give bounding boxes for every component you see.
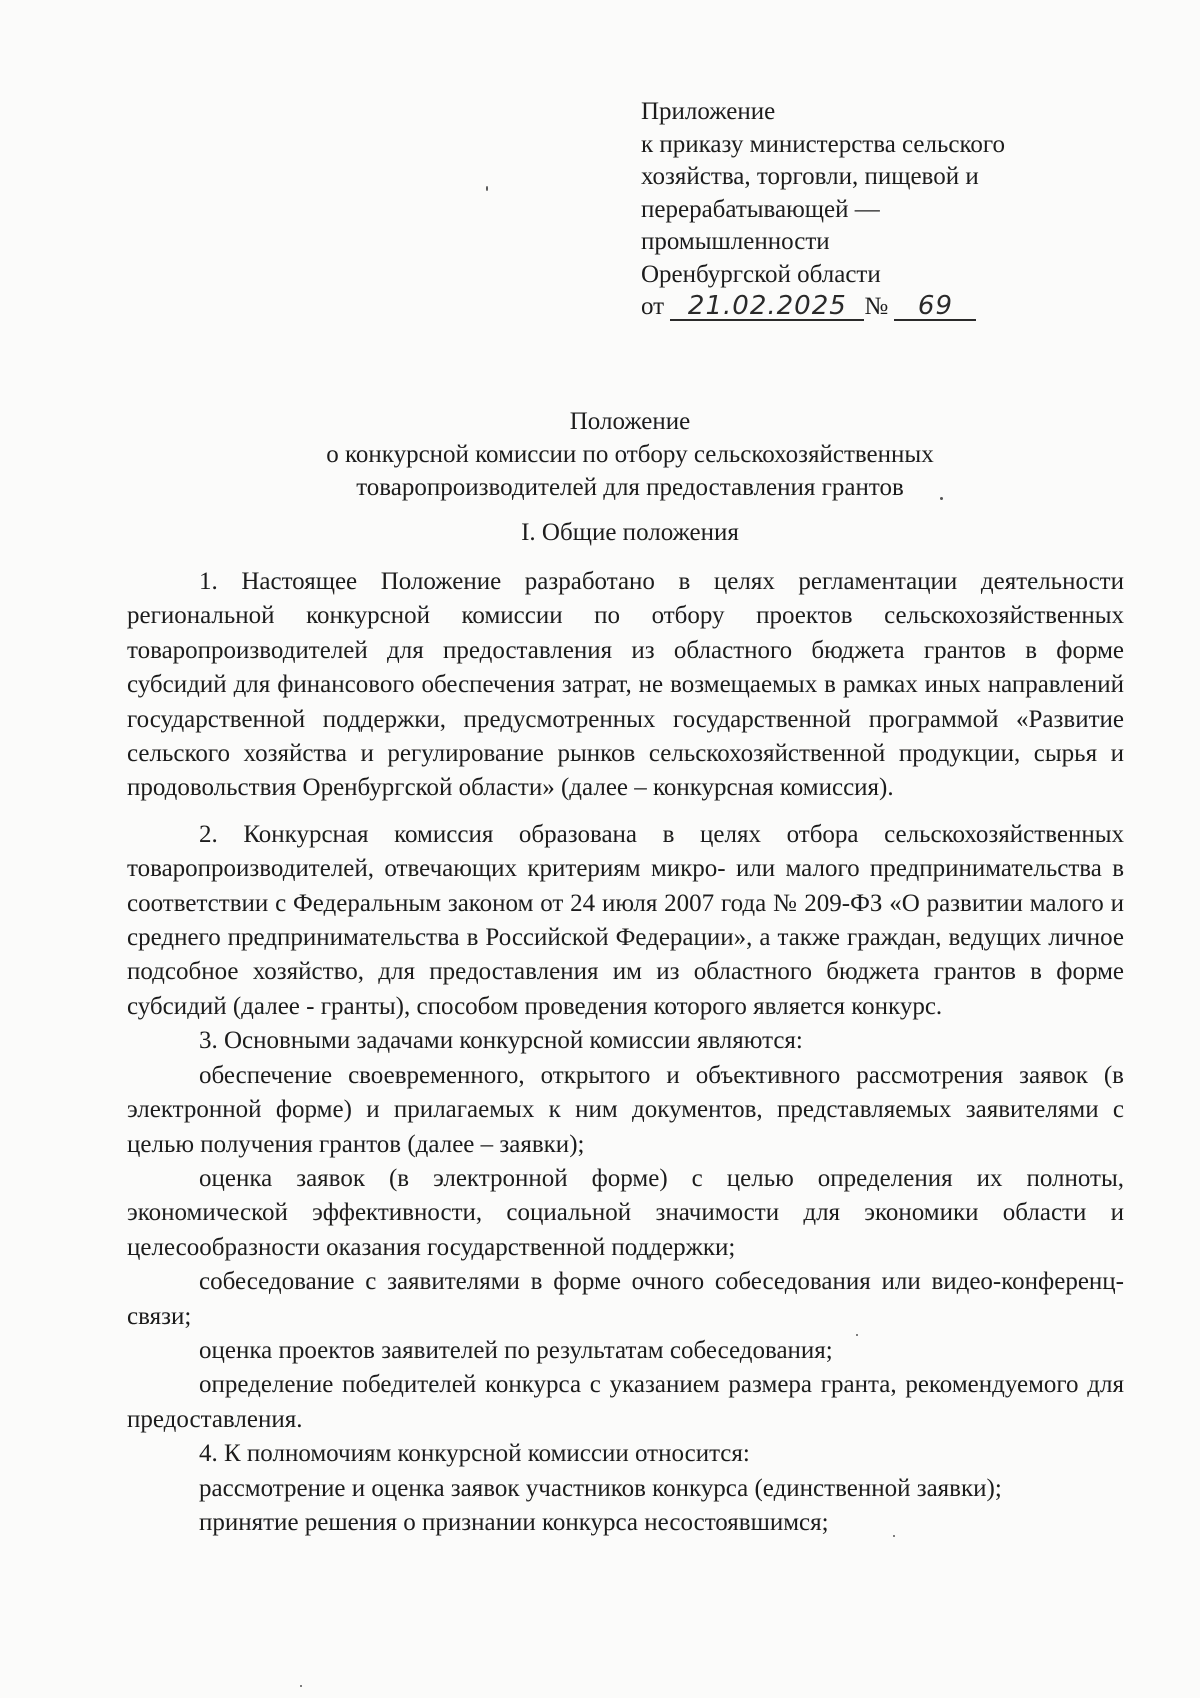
appendix-block xyxy=(641,96,1121,324)
appendix-line: к приказу министерства сельского xyxy=(641,130,1006,158)
title-line: Положение xyxy=(569,408,691,435)
appendix-line: перерабатывающей — xyxy=(641,195,880,223)
appendix-line: хозяйства, торговли, пищевой и xyxy=(641,163,979,190)
paragraph: оценка проектов заявителей по результатам собеседования; xyxy=(199,1336,833,1364)
title-line: о конкурсной комиссии по отбору сельскохозяйственных xyxy=(326,441,934,468)
appendix-line: Оренбургской области xyxy=(641,260,881,288)
handwritten-date: 21.02.2025 xyxy=(670,293,864,321)
paragraph: оценка заявок (в электронной форме) с целью определения их полноты, экономической эффективности, социальной значимости для экономики области и целесообразности оказания государственной поддержки; xyxy=(127,1164,1124,1261)
paragraph: 4. К полномочиям конкурсной комиссии относится: xyxy=(199,1440,750,1468)
appendix-line: промышленности xyxy=(641,228,830,255)
paragraph: обеспечение своевременного, открытого и объективного рассмотрения заявок (в электронной форме) и прилагаемых к ним документов, представляемых заявителями с целью получения грантов (далее – заявки); xyxy=(127,1061,1124,1158)
paragraph: определение победителей конкурса с указанием размера гранта, рекомендуемого для предоставления. xyxy=(127,1371,1124,1433)
scan-speck xyxy=(893,1535,895,1537)
document-body xyxy=(127,565,1124,1540)
scan-speck xyxy=(856,1334,858,1336)
scan-speck xyxy=(300,1685,302,1687)
scan-speck xyxy=(940,497,943,500)
title-line: товаропроизводителей для предоставления грантов xyxy=(356,474,904,501)
paragraph: принятие решения о признании конкурса несостоявшимся; xyxy=(199,1508,829,1536)
paragraph: собеседование с заявителями в форме очного собеседования или видео-конференц-связи; xyxy=(127,1268,1124,1330)
paragraph: 1. Настоящее Положение разработано в целях регламентации деятельности региональной конкурсной комиссии по отбору проектов сельскохозяйственных товаропроизводителей для предоставления из областного бюджета грантов в форме субсидий для финансового обеспечения затрат, не возмещаемых в рамках иных направлений государственной поддержки, предусмотренных государственной программой «Развитие сельского хозяйства и регулирование рынков сельскохозяйственной продукции, сырья и продовольствия Оренбургской области» (далее – конкурсная комиссия). xyxy=(127,568,1124,802)
section-heading: I. Общие положения xyxy=(521,519,739,546)
scan-speck xyxy=(486,186,488,191)
number-prefix: № xyxy=(864,293,889,320)
paragraph: 3. Основными задачами конкурсной комиссии являются: xyxy=(199,1027,803,1055)
appendix-date-line xyxy=(641,291,1121,324)
document-title xyxy=(200,405,1060,504)
paragraph: рассмотрение и оценка заявок участников конкурса (единственной заявки); xyxy=(199,1474,1002,1502)
handwritten-number: 69 xyxy=(894,293,976,321)
appendix-line: Приложение xyxy=(641,98,776,125)
paragraph: 2. Конкурсная комиссия образована в целях отбора сельскохозяйственных товаропроизводителей, отвечающих критериям микро- или малого предпринимательства в соответствии с Федеральным законом от 24 июля 2007 года № 209-ФЗ «О развитии малого и среднего предпринимательства в Российской Федерации», а также граждан, ведущих личное подсобное хозяйство, для предоставления им из областного бюджета грантов в форме субсидий (далее - гранты), способом проведения которого является конкурс. xyxy=(127,820,1124,1020)
date-prefix: от xyxy=(641,293,665,320)
